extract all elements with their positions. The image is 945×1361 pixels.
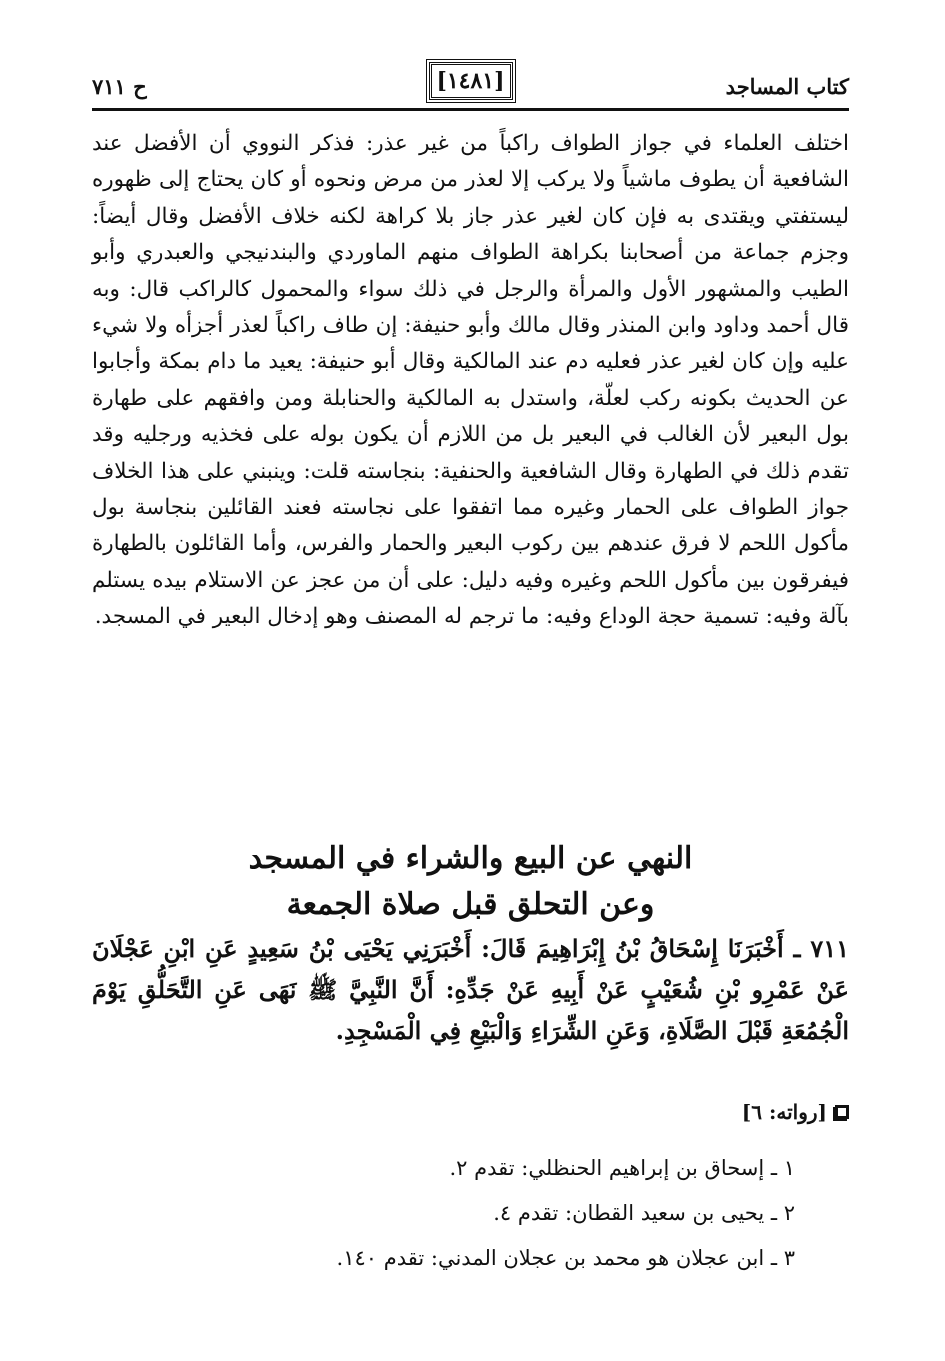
narrators-list — [92, 1146, 795, 1281]
section-title-line-1: النهي عن البيع والشراء في المسجد — [248, 841, 693, 876]
narrator-item: ١ ـ إسحاق بن إبراهيم الحنظلي: تقدم ٢. — [449, 1156, 795, 1180]
commentary-text — [92, 126, 849, 636]
hadith-reference: ح ٧١١ — [92, 74, 147, 99]
section-title-line-2: وعن التحلق قبل صلاة الجمعة — [286, 887, 655, 922]
book-title: كتاب المساجد — [725, 74, 849, 99]
narrators-heading — [742, 1100, 849, 1124]
running-header — [92, 62, 849, 111]
narrator-item: ٣ ـ ابن عجلان هو محمد بن عجلان المدني: تقدم ١٤٠. — [336, 1246, 795, 1270]
narrators-count-label: [رواته: ٦] — [741, 1100, 827, 1124]
section-heading — [92, 836, 849, 928]
commentary-paragraph: اختلف العلماء في جواز الطواف راكباً من غير عذر: فذكر النووي أن الأفضل عند الشافعية أن يطوف ماشياً ولا يركب إلا لعذر من مرض ونحوه أو كان يحتاج إلى ظهوره ليستفتي ويقتدى به فإن كان لغير عذر جاز بلا كراهة لكنه خلاف الأفضل وقال أيضاً: وجزم جماعة من أصحابنا بكراهة الطواف منهم الماوردي والبندنيجي والعبدري وأبو الطيب والمشهور الأول والمرأة والرجل في ذلك سواء والمحمول كالراكب قال: وبه قال أحمد وداود وابن المنذر وقال مالك وأبو حنيفة: إن طاف راكباً لعذر أجزأه ولا شيء عليه وإن كان لغير عذر فعليه دم عند المالكية وقال أبو حنيفة: يعيد ما دام بمكة وأجابوا عن الحديث بكونه ركب لعلّة، واستدل به المالكية والحنابلة ومن وافقهم على طهارة بول البعير لأن الغالب في البعير بل من اللازم أن يكون بوله على فخذيه ورجليه وقد تقدم ذلك في الطهارة وقال الشافعية والحنفية: بنجاسته قلت: وينبني على هذا الخلاف جواز الطواف على الحمار وغيره مما اتفقوا على نجاسته فعند القائلين بنجاسة بول مأكول اللحم لا فرق عندهم بين ركوب البعير والحمار والفرس، وأما القائلون بالطهارة فيفرقون بين مأكول اللحم وغيره وفيه دليل: على أن من عجز عن الاستلام بيده يستلم بآلة وفيه: تسمية حجة الوداع وفيه: ما ترجم له المصنف وهو إدخال البعير في المسجد. — [92, 131, 849, 630]
narrator-item: ٢ ـ يحيى بن سعيد القطان: تقدم ٤. — [493, 1201, 795, 1225]
page-number-box: [١٤٨١] — [429, 62, 513, 100]
square-icon — [835, 1105, 849, 1119]
hadith-text: ٧١١ ـ أَخْبَرَنَا إِسْحَاقُ بْنُ إِبْرَاهِيمَ قَالَ: أَخْبَرَنِي يَحْيَى بْنُ سَعِيدٍ عَنِ ابْنِ عَجْلَانَ عَنْ عَمْرِو بْنِ شُعَيْبٍ عَنْ أَبِيهِ عَنْ جَدِّهِ: أَنَّ النَّبِيَّ ﷺ نَهَى عَنِ التَّحَلُّقِ يَوْمَ الْجُمُعَةِ قَبْلَ الصَّلَاةِ، وَعَنِ الشِّرَاءِ وَالْبَيْعِ فِي الْمَسْجِدِ. — [92, 934, 849, 1045]
